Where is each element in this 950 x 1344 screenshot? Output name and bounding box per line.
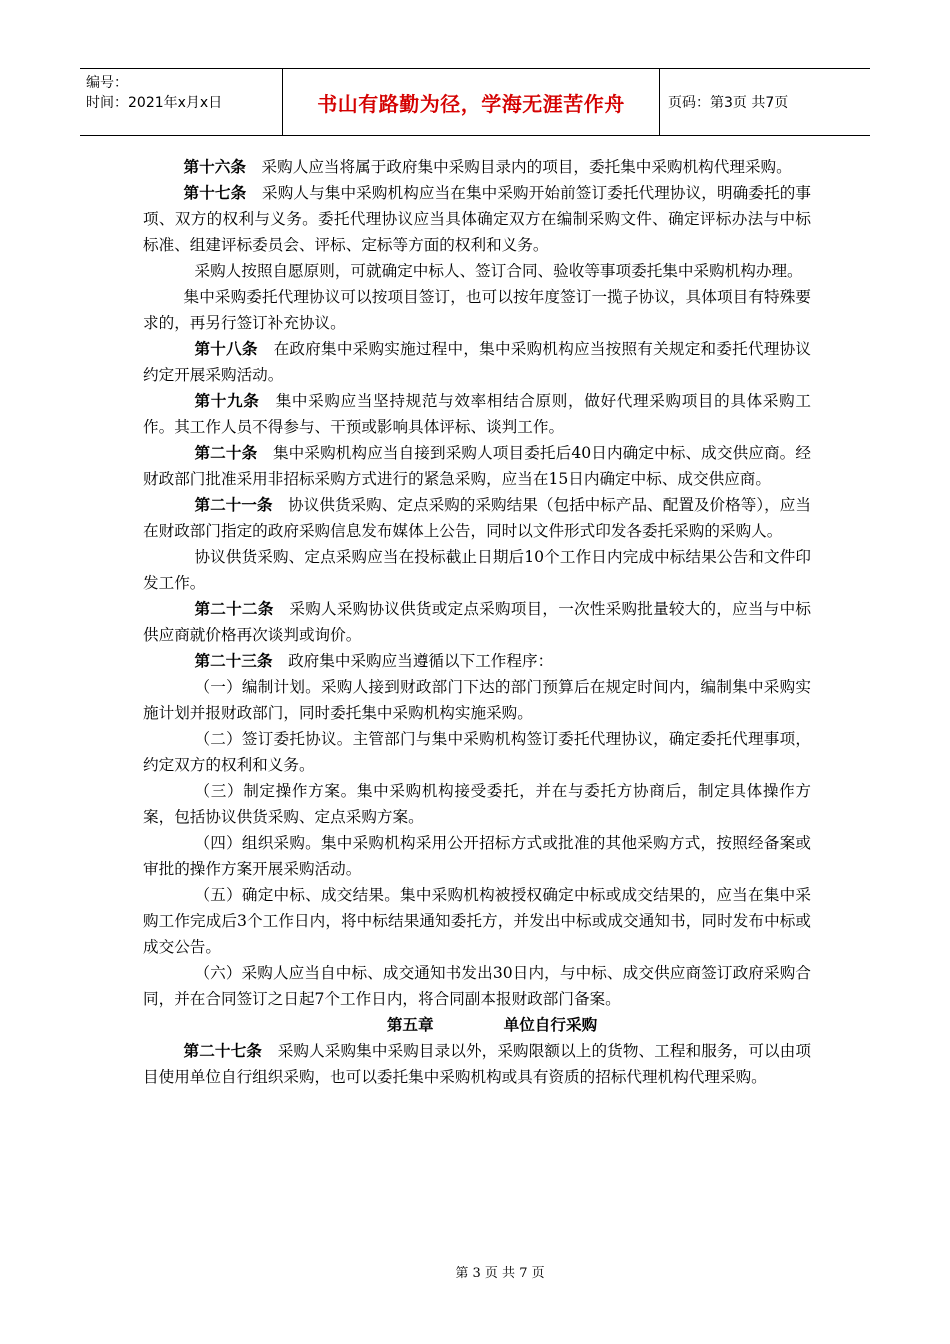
procedure-item: （一）编制计划。采购人接到财政部门下达的部门预算后在规定时间内，编制集中采购实施计划并报财政部门，同时委托集中采购机构实施采购。 [143, 678, 811, 722]
article-lead: 第十九条 [194, 391, 260, 410]
header-motto: 书山有路勤为径，学海无涯苦作舟 [283, 69, 660, 135]
page-footer: 第 3 页 共 7 页 [455, 1266, 545, 1281]
paragraph: 协议供货采购、定点采购应当在投标截止日期后10个工作日内完成中标结果公告和文件印发工作。 [143, 548, 811, 592]
document-number-label: 编号： [86, 75, 128, 91]
header-page-label: 页码：第3页 共7页 [668, 95, 789, 111]
article-text: 采购人采购集中采购目录以外，采购限额以上的货物、工程和服务，可以由项目使用单位自行组织采购，也可以委托集中采购机构或具有资质的招标代理机构代理采购。 [143, 1042, 811, 1086]
article-lead: 第十六条 [183, 157, 246, 176]
article-lead: 第十八条 [194, 339, 258, 358]
article-text: 协议供货采购、定点采购的采购结果（包括中标产品、配置及价格等），应当在财政部门指定的政府采购信息发布媒体上公告，同时以文件形式印发各委托采购的采购人。 [143, 496, 811, 540]
article-text: 集中采购机构应当自接到采购人项目委托后40日内确定中标、成交供应商。经财政部门批准采用非招标采购方式进行的紧急采购，应当在15日内确定中标、成交供应商。 [143, 444, 811, 488]
article-lead: 第二十三条 [194, 651, 273, 670]
article-17 [143, 180, 811, 258]
article-text: 集中采购应当坚持规范与效率相结合原则，做好代理采购项目的具体采购工作。其工作人员不得参与、干预或影响具体评标、谈判工作。 [143, 392, 811, 436]
article-text: 采购人采购协议供货或定点采购项目，一次性采购批量较大的，应当与中标供应商就价格再次谈判或询价。 [143, 600, 811, 644]
document-body [143, 154, 811, 1090]
procedure-item: （五）确定中标、成交结果。集中采购机构被授权确定中标或成交结果的，应当在集中采购工作完成后3个工作日内，将中标结果通知委托方，并发出中标或成交通知书，同时发布中标或成交公告。 [143, 886, 811, 956]
article-lead: 第二十一条 [194, 495, 273, 514]
article-20 [143, 440, 811, 492]
article-21 [143, 492, 811, 544]
article-lead: 第二十二条 [194, 599, 274, 618]
procedure-item: （二）签订委托协议。主管部门与集中采购机构签订委托代理协议，确定委托代理事项，约定双方的权利和义务。 [143, 730, 811, 774]
procedure-item: （六）采购人应当自中标、成交通知书发出30日内，与中标、成交供应商签订政府采购合同，并在合同签订之日起7个工作日内，将合同副本报财政部门备案。 [143, 964, 811, 1008]
article-text: 采购人与集中采购机构应当在集中采购开始前签订委托代理协议，明确委托的事项、双方的权利与义务。委托代理协议应当具体确定双方在编制采购文件、确定评标办法与中标标准、组建评标委员会、评标、定标等方面的权利和义务。 [143, 184, 811, 254]
article-18 [143, 336, 811, 388]
article-text: 采购人应当将属于政府集中采购目录内的项目，委托集中采购机构代理采购。 [261, 158, 792, 176]
procedure-item: （四）组织采购。集中采购机构采用公开招标方式或批准的其他采购方式，按照经备案或审批的操作方案开展采购活动。 [143, 834, 811, 878]
chapter-title: 单位自行采购 [503, 1015, 598, 1034]
article-text: 在政府集中采购实施过程中，集中采购机构应当按照有关规定和委托代理协议约定开展采购活动。 [143, 340, 811, 384]
document-time-label: 时间：2021年x月x日 [86, 95, 223, 111]
header-meta [80, 69, 283, 135]
article-19 [143, 388, 811, 440]
paragraph: 集中采购委托代理协议可以按项目签订，也可以按年度签订一揽子协议，具体项目有特殊要求的，再另行签订补充协议。 [143, 288, 811, 332]
paragraph: 采购人按照自愿原则，可就确定中标人、签订合同、验收等事项委托集中采购机构办理。 [194, 262, 803, 280]
chapter-number: 第五章 [386, 1015, 434, 1034]
page-header [80, 68, 870, 136]
article-lead: 第二十条 [194, 443, 258, 462]
article-27 [143, 1038, 811, 1090]
article-23 [143, 648, 811, 674]
procedure-item: （三）制定操作方案。集中采购机构接受委托，并在与委托方协商后，制定具体操作方案，包括协议供货采购、定点采购方案。 [143, 782, 811, 826]
article-text: 政府集中采购应当遵循以下工作程序： [288, 652, 554, 670]
article-16 [143, 154, 811, 180]
article-lead: 第二十七条 [183, 1041, 262, 1060]
article-lead: 第十七条 [183, 183, 247, 202]
chapter-heading [143, 1012, 811, 1038]
article-22 [143, 596, 811, 648]
